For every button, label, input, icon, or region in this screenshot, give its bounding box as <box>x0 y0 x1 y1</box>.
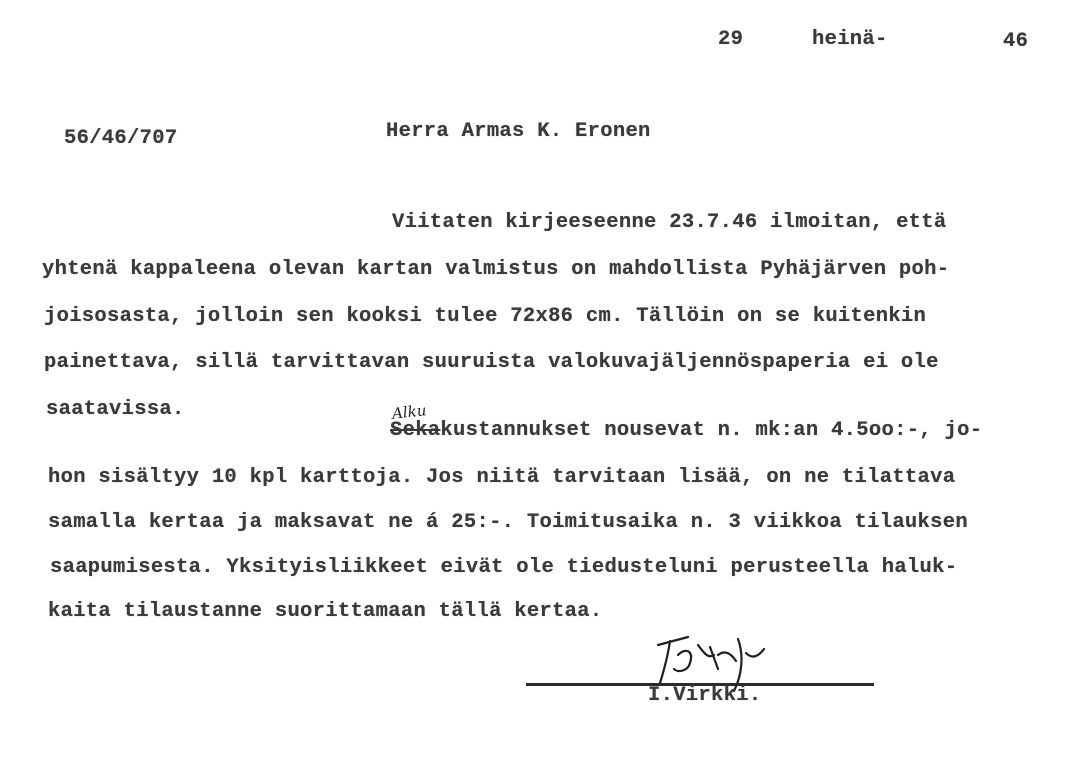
date-year: 46 <box>1003 30 1029 53</box>
body-line-1: Viitaten kirjeeseenne 23.7.46 ilmoitan, että <box>392 211 947 234</box>
date-day: 29 <box>718 28 744 51</box>
body-line-7: hon sisältyy 10 kpl karttoja. Jos niitä tarvitaan lisää, on ne tilattava <box>48 466 956 489</box>
body-line-9: saapumisesta. Yksityisliikkeet eivät ole tiedusteluni perusteella haluk- <box>50 556 958 579</box>
body-line-5: saatavissa. <box>46 398 185 421</box>
body-line-3: joisosasta, jolloin sen kooksi tulee 72x86 cm. Tällöin on se kuitenkin <box>44 305 927 328</box>
body-line-10: kaita tilaustanne suorittamaan tällä kertaa. <box>48 600 603 623</box>
body-line-6-text: kustannukset nousevat n. mk:an 4.5oo:-, jo- <box>440 419 983 442</box>
body-line-2: yhtenä kappaleena olevan kartan valmistus on mahdollista Pyhäjärven poh- <box>42 258 950 281</box>
addressee: Herra Armas K. Eronen <box>386 120 651 143</box>
struck-word: Seka <box>390 419 441 442</box>
body-line-4: painettava, sillä tarvittavan suuruista valokuvajäljennöspaperia ei ole <box>44 351 939 374</box>
signer-name: I.Virkki. <box>648 684 762 707</box>
reference-number: 56/46/707 <box>64 127 178 150</box>
body-line-6 <box>390 419 982 443</box>
body-line-8: samalla kertaa ja maksavat ne á 25:-. Toimitusaika n. 3 viikkoa tilauksen <box>48 511 968 534</box>
handwritten-correction: Alku <box>391 401 428 423</box>
date-month: heinä- <box>812 28 888 51</box>
